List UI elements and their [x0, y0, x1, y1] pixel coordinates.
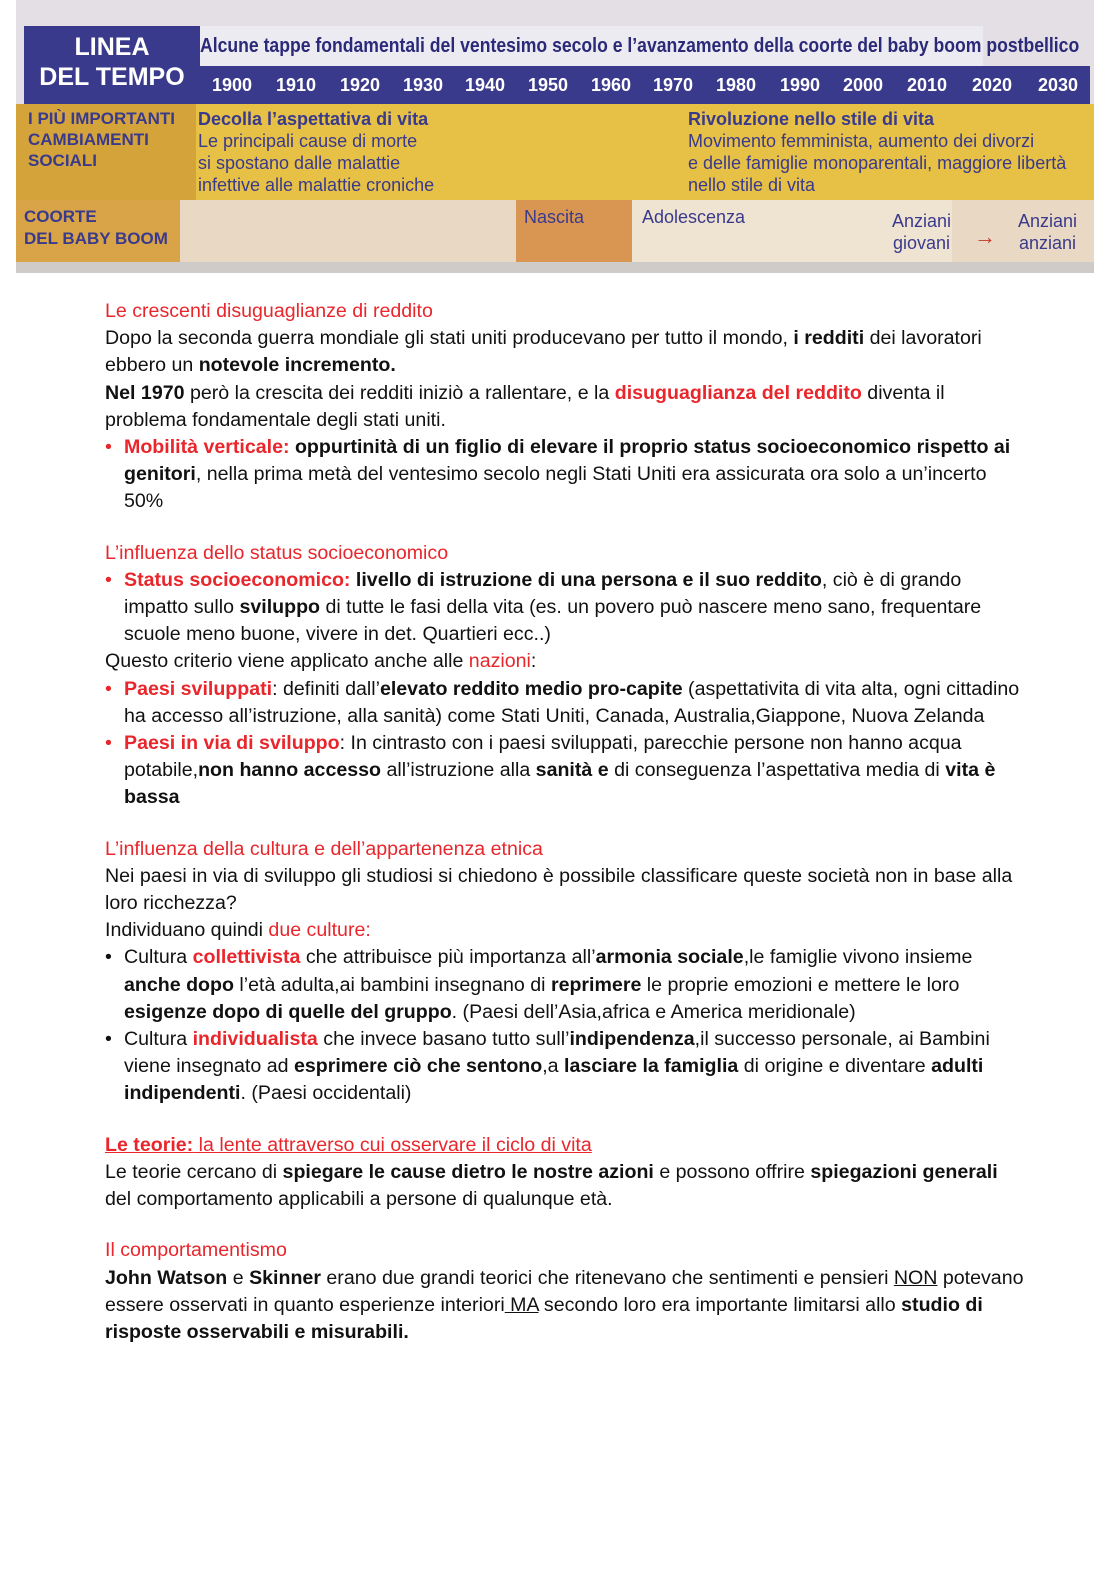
timeline-social-changes-row — [16, 104, 1094, 200]
year-label: 1980 — [716, 75, 757, 95]
year-label: 1930 — [403, 75, 444, 95]
year-label: 1900 — [212, 75, 253, 95]
row-label-social-changes: I PIÙ IMPORTANTI CAMBIAMENTI SOCIALI — [16, 104, 196, 200]
row-label-baby-boom: COORTE DEL BABY BOOM — [16, 200, 180, 262]
list-item: • Cultura collettivista che attribuisce più importanza all’armonia sociale,le famiglie vivono insieme anche dopo l’età adulta,ai bambini insegnano di reprimere le proprie emozioni e mettere le loro esigenze dopo di quelle del gruppo. (Paesi dell’Asia,africa e America meridionale) — [105, 944, 1025, 1026]
year-label: 1940 — [465, 75, 506, 95]
paragraph: Questo criterio viene applicato anche alle nazioni: — [105, 650, 537, 673]
timeline-years — [200, 66, 1090, 104]
year-label: 1970 — [653, 75, 694, 95]
year-label: 2000 — [843, 75, 884, 95]
paragraph: Nei paesi in via di sviluppo gli studiosi si chiedono è possibile classificare queste società non in base alla loro ricchezza? — [105, 864, 1013, 915]
paragraph: Nel 1970 però la crescita dei redditi iniziò a rallentare, e la disuguaglianza del reddito diventa il problema fondamentale degli stati uniti. — [105, 381, 945, 431]
section-heading-income: Le crescenti disuguaglianze di reddito — [105, 300, 433, 322]
arrow-icon: → — [974, 224, 996, 249]
list-item: • Cultura individualista che invece basano tutto sull’indipendenza,il successo personale, ai Bambini viene insegnato ad esprimere ciò che sentono,a lasciare la famiglia di origine e diventare adulti indipendenti. (Paesi occidentali) — [105, 1026, 1025, 1108]
list-item: • Paesi in via di sviluppo: In cintrasto con i paesi sviluppati, parecchie persone non hanno acqua potabile,non hanno accesso all’istruzione alla sanità e di conseguenza l’aspettativa media di vita è bassa — [105, 730, 1025, 812]
document-body — [105, 298, 1025, 1346]
bullet-list — [105, 567, 1025, 649]
year-label: 2010 — [907, 75, 948, 95]
timeline-baby-boom-row — [16, 200, 1094, 262]
year-label: 1990 — [780, 75, 821, 95]
list-item: • Status socioeconomico: livello di istruzione di una persona e il suo reddito, ciò è di grando impatto sullo sviluppo di tutte le fasi della vita (es. un povero può nascere meno sano, frequentare scuole meno buone, vivere in det. Quartieri ecc..) — [105, 567, 1025, 649]
paragraph: Le teorie cercano di spiegare le cause dietro le nostre azioni e possono offrire spiegazioni generali del comportamento applicabili a persone di qualunque età. — [105, 1160, 998, 1211]
bullet-list — [105, 944, 1025, 1107]
stage-anziani-anziani: Anziani anziani — [1018, 211, 1078, 253]
list-item: • Paesi sviluppati: definiti dall’elevato reddito medio pro-capite (aspettativita di vita alta, ogni cittadino ha accesso all’istruzione, alla sanità) come Stati Uniti, Canada, Australia,Giappone, Nuova Zelanda — [105, 676, 1025, 730]
year-label: 2020 — [972, 75, 1013, 95]
lifestyle-revolution-note: Rivoluzione nello stile di vita Movimento femminista, aumento dei divorzi e delle famiglie monoparentali, maggiore libertà nello stile di vita — [688, 109, 1067, 195]
paragraph: John Watson e Skinner erano due grandi teorici che ritenevano che sentimenti e pensieri NON potevano essere osservati in quanto esperienze interiori MA secondo loro era importante limitarsi allo studio di risposte osservabili e misurabili. — [105, 1266, 1024, 1343]
paragraph: Dopo la seconda guerra mondiale gli stati uniti producevano per tutto il mondo, i redditi dei lavoratori ebbero un notevole incremento. — [105, 327, 982, 377]
timeline-subtitle: Alcune tappe fondamentali del ventesimo secolo e l’avanzamento della coorte del baby boom postbellico — [200, 26, 983, 66]
section-heading-culture: L’influenza della cultura e dell’appartenenza etnica — [105, 837, 543, 860]
stage-anziani-giovani: Anziani giovani — [892, 211, 952, 253]
year-label: 1950 — [528, 75, 569, 95]
timeline-title: LINEA DEL TEMPO — [24, 26, 200, 104]
section-heading-status: L’influenza dello status socioeconomico — [105, 541, 449, 564]
year-label: 1920 — [340, 75, 381, 95]
section-heading-theories: Le teorie: la lente attraverso cui osservare il ciclo di vita — [105, 1133, 592, 1156]
bullet-list — [105, 676, 1025, 812]
list-item: • Mobilità verticale: oppurtinità di un figlio di elevare il proprio status socioeconomico rispetto ai genitori, nella prima metà del ventesimo secolo negli Stati Uniti era assicurata ora solo a un’incerto 50% — [105, 434, 1025, 516]
stage-adolescenza: Adolescenza — [632, 200, 952, 262]
section-heading-behaviorism: Il comportamentismo — [105, 1239, 287, 1262]
year-label: 1910 — [276, 75, 317, 95]
stage-nascita: Nascita — [516, 200, 632, 262]
timeline-figure — [16, 0, 1094, 273]
paragraph: Individuano quindi due culture: — [105, 919, 371, 942]
life-expectancy-note: Decolla l’aspettativa di vita Le principali cause di morte si spostano dalle malattie infettive alle malattie croniche — [198, 109, 435, 195]
bullet-list — [105, 434, 1025, 516]
year-label: 1960 — [591, 75, 632, 95]
photo-edge — [16, 262, 1094, 273]
year-label: 2030 — [1038, 75, 1079, 95]
